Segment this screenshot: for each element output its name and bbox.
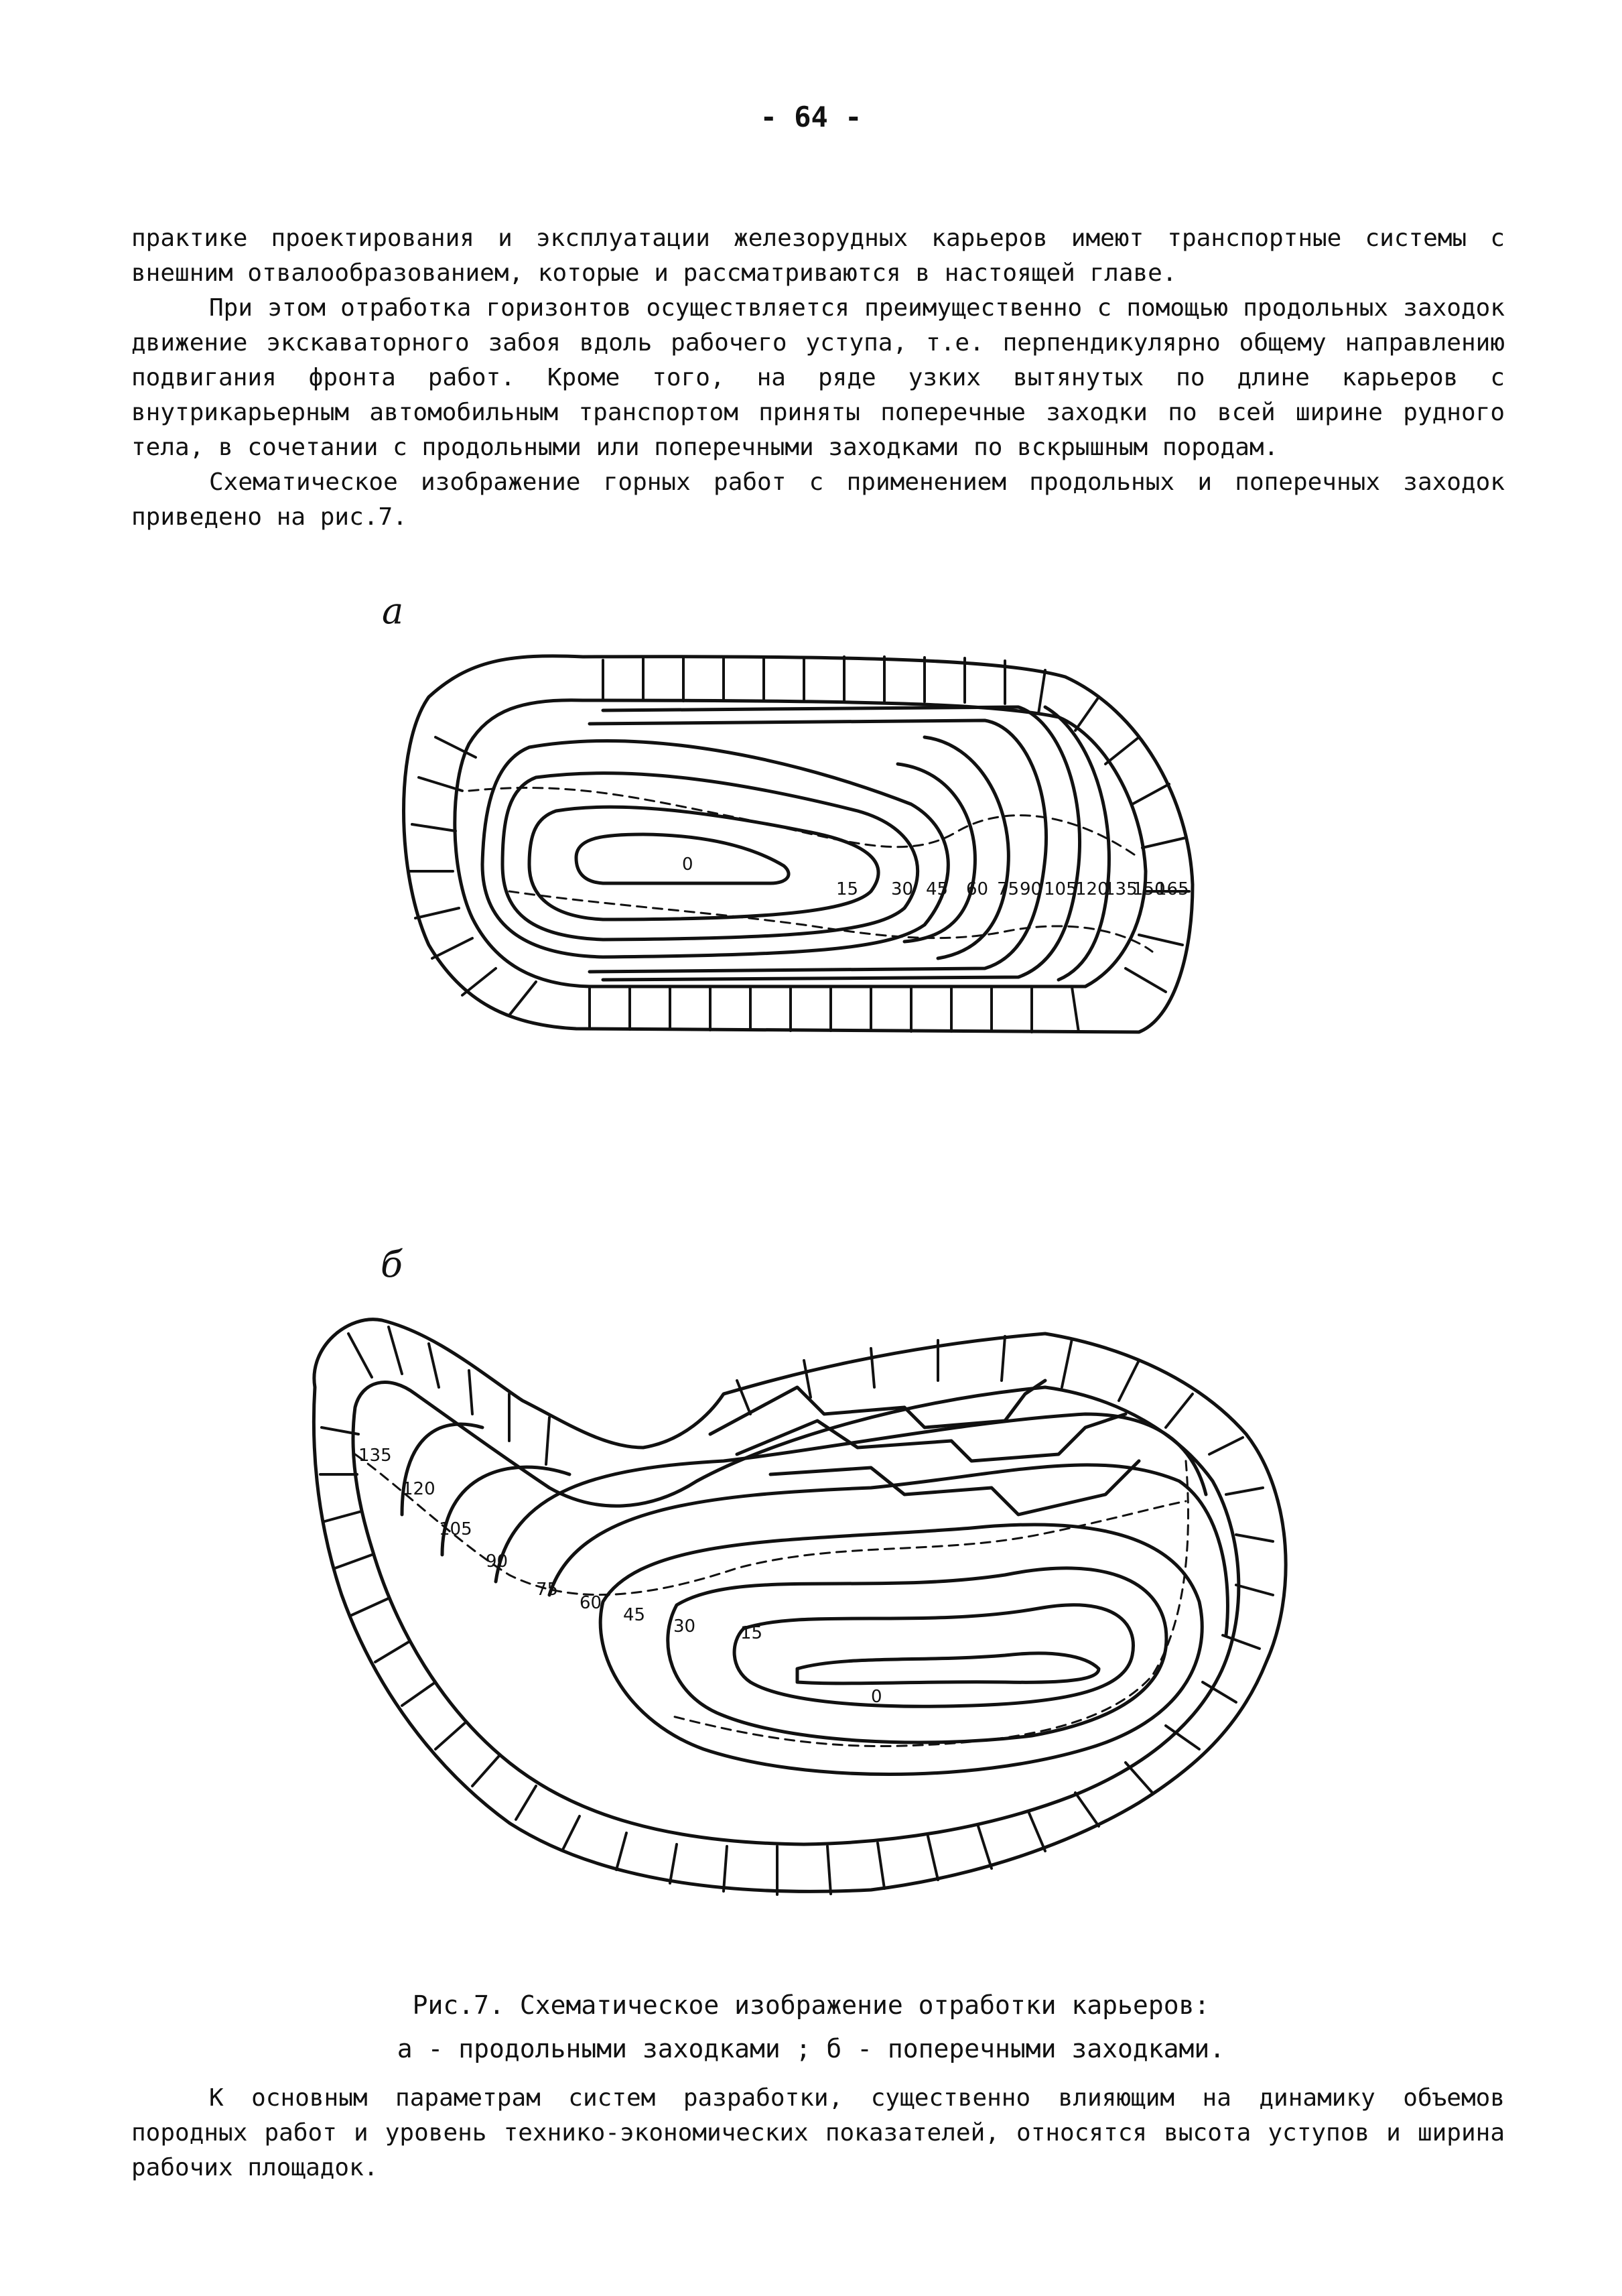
panel-a-label-60: 60 — [966, 879, 989, 899]
panel-b-label-135: 135 — [358, 1446, 392, 1466]
panel-b-label-105: 105 — [439, 1519, 472, 1539]
panel-a-label-120: 120 — [1075, 879, 1109, 899]
panel-a-label-150: 150 — [1132, 879, 1166, 899]
panel-a-benches — [410, 657, 1189, 1032]
paragraph-figure-ref: Схематическое изображение горных работ с применением продольных и поперечных заходок приведено на рис.7. — [131, 468, 1505, 531]
panel-a-label-0: 0 — [682, 854, 693, 875]
paragraph-parameters: К основным параметрам систем разработки, существенно влияющим на динамику объемов породных работ и уровень технико-экономических показателей, относятся высота уступов и ширина рабочих площадок. — [131, 2084, 1505, 2181]
paragraph-methods: При этом отработка горизонтов осуществляется преимущественно с помощью продольных заходок движение экскаваторного забоя вдоль рабочего уступа, т.е. перпендикулярно общему направлению подвигания фронта работ. Кроме того, на ряде узких вытянутых по длине карьеров с внутрикарьерным автомобильным транспортом приняты поперечные заходки по всей ширине рудного тела, в сочетании с продольными или поперечными заходками по вскрышным породам. — [131, 294, 1505, 461]
panel-b-label-15: 15 — [740, 1623, 763, 1643]
panel-b-contours — [402, 1381, 1227, 1775]
panel-a-haul-route — [469, 788, 1152, 952]
figure-caption-title: Рис.7. Схематическое изображение отработки карьеров: — [412, 1990, 1210, 2020]
panel-a-label-30: 30 — [891, 879, 914, 899]
figure-caption-legend: а - продольными заходками ; б - поперечными заходками. — [397, 2034, 1225, 2063]
panel-b-label-75: 75 — [536, 1580, 559, 1600]
panel-b-label-45: 45 — [623, 1605, 646, 1625]
panel-b-label-90: 90 — [486, 1551, 509, 1572]
panel-a-contours — [482, 707, 1109, 980]
panel-a-label-75: 75 — [997, 879, 1020, 899]
figure-panel-a-letter: а — [382, 590, 404, 632]
panel-b-label-60: 60 — [580, 1593, 602, 1613]
panel-b-pit-outline — [314, 1320, 1286, 1892]
panel-a-label-165: 165 — [1156, 879, 1189, 899]
panel-a-label-45: 45 — [926, 879, 949, 899]
figure-panel-b-letter: б — [381, 1243, 403, 1285]
panel-a-pit-outline — [404, 656, 1193, 1032]
panel-a-label-15: 15 — [836, 879, 859, 899]
panel-a-label-135: 135 — [1104, 879, 1138, 899]
panel-b-label-120: 120 — [402, 1479, 435, 1499]
panel-a-label-90: 90 — [1020, 879, 1042, 899]
panel-b-label-0: 0 — [871, 1687, 882, 1707]
panel-b-label-30: 30 — [673, 1616, 696, 1637]
panel-a-label-105: 105 — [1044, 879, 1077, 899]
paragraph-intro: практике проектирования и эксплуатации железорудных карьеров имеют транспортные системы с внешним отвалообразованием, которые и рассматриваются в настоящей главе. — [131, 225, 1505, 287]
panel-b-haul-route — [355, 1454, 1188, 1746]
page-number: - 64 - — [760, 101, 862, 133]
